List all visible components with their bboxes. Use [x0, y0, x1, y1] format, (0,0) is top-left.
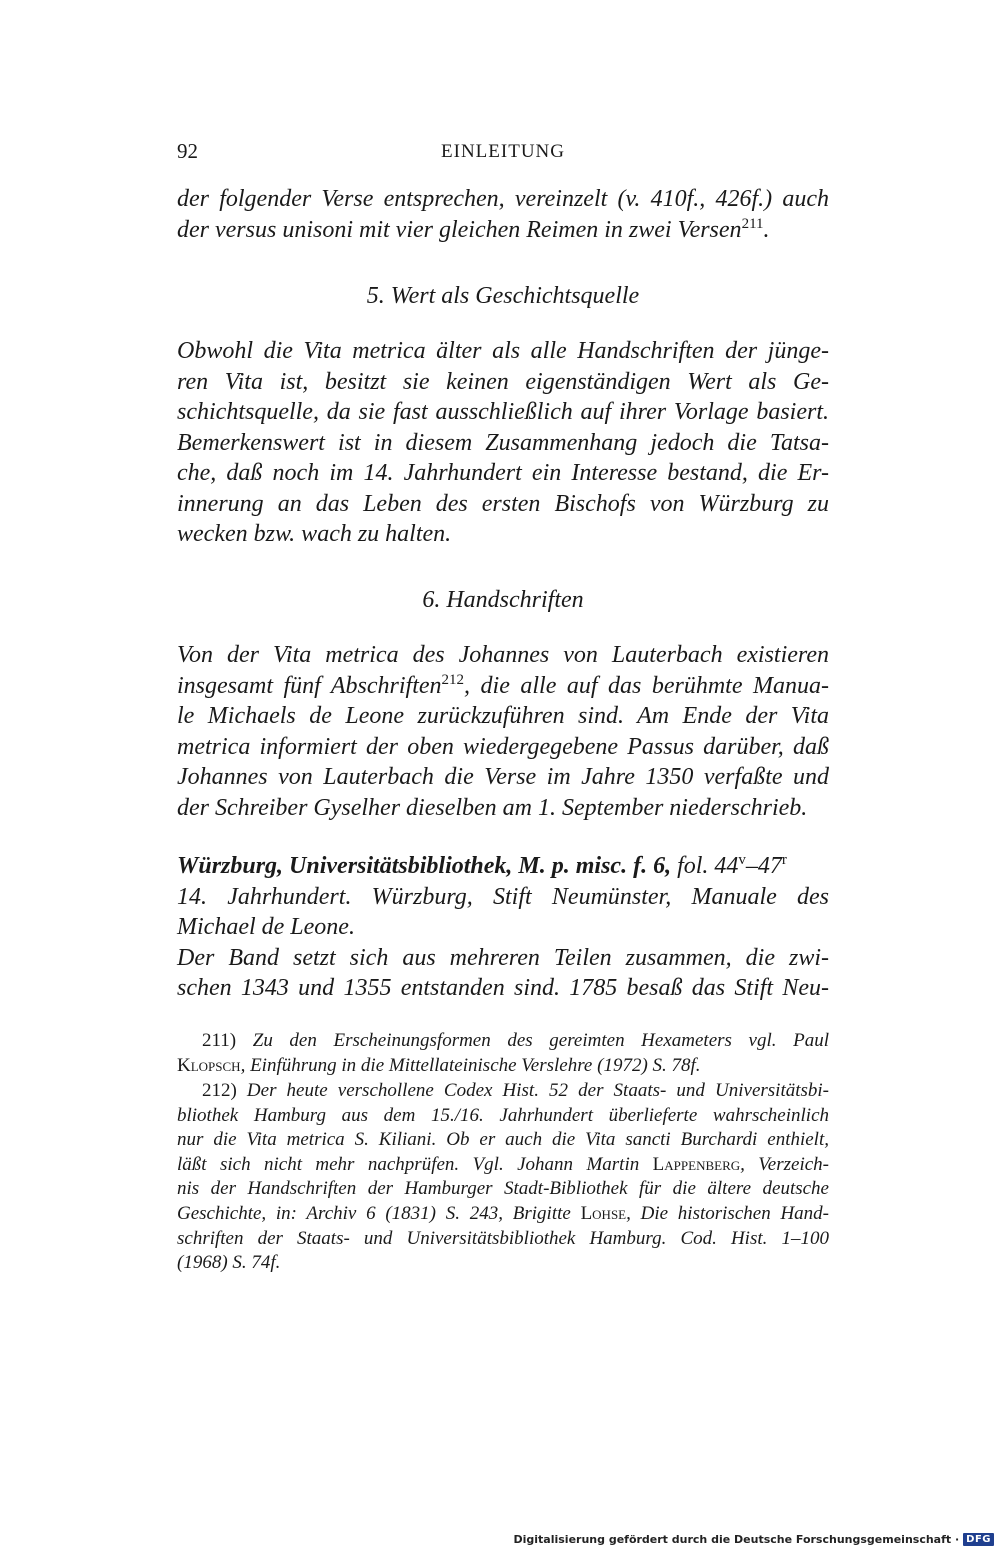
- footnote-line: schriften der Staats- und Universitätsbibliothek Hamburg. Cod. Hist. 1–100: [177, 1227, 829, 1249]
- text-line: schichtsquelle, da sie fast ausschließlich auf ihrer Vorlage basiert.: [177, 399, 829, 425]
- text-line-content: der versus unisoni mit vier gleichen Reimen in zwei Versen: [177, 216, 742, 243]
- text-line: che, daß noch im 14. Jahrhundert ein Interesse bestand, die Er-: [177, 460, 829, 486]
- manuscript-entry: [177, 851, 829, 1004]
- text-line: wecken bzw. wach zu halten.: [177, 521, 452, 547]
- text-line: Obwohl die Vita metrica älter als alle Handschriften der jünge-: [177, 338, 829, 364]
- text-line: [177, 215, 829, 246]
- period: .: [763, 216, 770, 243]
- footnote-number: 211): [202, 1030, 237, 1051]
- text-line: innerung an das Leben des ersten Bischofs von Würzburg zu: [177, 490, 829, 517]
- text-line: der Schreiber Gyselher dieselben am 1. September niederschrieb.: [177, 794, 808, 821]
- page-number: 92: [177, 139, 198, 163]
- footnote-line: [177, 1029, 829, 1054]
- footnote-line: [177, 1153, 829, 1178]
- text-line: ren Vita ist, besitzt sie keinen eigenständigen Wert als Ge-: [177, 368, 829, 395]
- folio-range: –47: [745, 853, 782, 879]
- footnote-ref-211: 211: [741, 215, 764, 232]
- text-line-content: insgesamt fünf Abschriften: [177, 672, 442, 699]
- author-name: Lohse: [580, 1202, 627, 1224]
- section6-paragraph: [177, 640, 829, 823]
- footnote-line: bliothek Hamburg aus dem 15./16. Jahrhundert überlieferte wahrscheinlich: [177, 1104, 829, 1126]
- text-line: Johannes von Lauterbach die Verse im Jahre 1350 verfaßte und: [177, 764, 829, 790]
- text-line: Der Band setzt sich aus mehreren Teilen zusammen, die zwi-: [177, 944, 829, 971]
- footnote-number: 212): [202, 1080, 237, 1101]
- text-line: metrica informiert der oben wiedergegebene Passus darüber, daß: [177, 733, 829, 760]
- text-line: Von der Vita metrica des Johannes von Lauterbach existieren: [177, 642, 829, 668]
- footnote-line: [177, 1079, 829, 1104]
- running-head: EINLEITUNG: [441, 141, 565, 162]
- footnote-text: , Einführung in die Mittellateinische Verslehre (1972) S. 78f.: [240, 1054, 701, 1076]
- manuscript-title: [177, 851, 829, 882]
- footnote-211: [177, 1029, 829, 1078]
- footnote-text: läßt sich nicht mehr nachprüfen. Vgl. Johann Martin: [177, 1153, 653, 1175]
- section-heading-5: 5. Wert als Geschichtsquelle: [366, 283, 640, 309]
- footnote-text: Der heute verschollene Codex Hist. 52 der Staats- und Universitätsbi-: [246, 1080, 830, 1101]
- text-line: Michael de Leone.: [177, 914, 355, 940]
- footnote-line: [177, 1202, 829, 1227]
- footnote-line: nur die Vita metrica S. Kiliani. Ob er auch die Vita sancti Burchardi enthielt,: [177, 1129, 829, 1151]
- dfg-logo: DFG: [963, 1533, 994, 1546]
- folio-recto: r: [781, 852, 787, 868]
- folio-verso: v: [738, 852, 746, 868]
- text-line: [177, 671, 829, 702]
- text-line: 14. Jahrhundert. Würzburg, Stift Neumünster, Manuale des: [177, 883, 829, 910]
- section-heading-6: 6. Handschriften: [422, 587, 584, 613]
- page-header: [177, 139, 829, 169]
- footnote-text: , Die historischen Hand-: [626, 1202, 829, 1224]
- author-name: Lappenberg: [652, 1153, 741, 1175]
- manuscript-folio: fol. 44: [671, 853, 739, 879]
- text-line-content: , die alle auf das berühmte Manua-: [464, 672, 829, 699]
- intro-paragraph: [177, 184, 829, 245]
- section5-paragraph: [177, 336, 829, 550]
- footnote-line: nis der Handschriften der Hamburger Stadt-Bibliothek für die ältere deutsche: [177, 1178, 829, 1200]
- text-line: der folgender Verse entsprechen, vereinzelt (v. 410f., 426f.) auch: [177, 186, 829, 212]
- footnote-text: , Verzeich-: [740, 1153, 829, 1175]
- footnote-212: [177, 1079, 829, 1276]
- manuscript-shelfmark: Würzburg, Universitätsbibliothek, M. p. misc. f. 6,: [177, 853, 672, 879]
- funding-banner: [513, 1533, 994, 1546]
- footnote-line: (1968) S. 74f.: [177, 1252, 281, 1274]
- funding-text: Digitalisierung gefördert durch die Deutsche Forschungsgemeinschaft ·: [513, 1533, 960, 1546]
- footnote-text: Geschichte, in: Archiv 6 (1831) S. 243, Brigitte: [177, 1202, 581, 1224]
- footnote-line: [177, 1054, 829, 1079]
- text-line: Bemerkenswert ist in diesem Zusammenhang jedoch die Tatsa-: [177, 429, 829, 456]
- footnote-ref-212: 212: [441, 671, 465, 688]
- author-name: Klopsch: [177, 1054, 241, 1076]
- text-line: schen 1343 und 1355 entstanden sind. 1785 besaß das Stift Neu-: [177, 975, 829, 1001]
- text-line: le Michaels de Leone zurückzuführen sind. Am Ende der Vita: [177, 703, 829, 729]
- footnote-text: Zu den Erscheinungsformen des gereimten Hexameters vgl. Paul: [252, 1030, 829, 1051]
